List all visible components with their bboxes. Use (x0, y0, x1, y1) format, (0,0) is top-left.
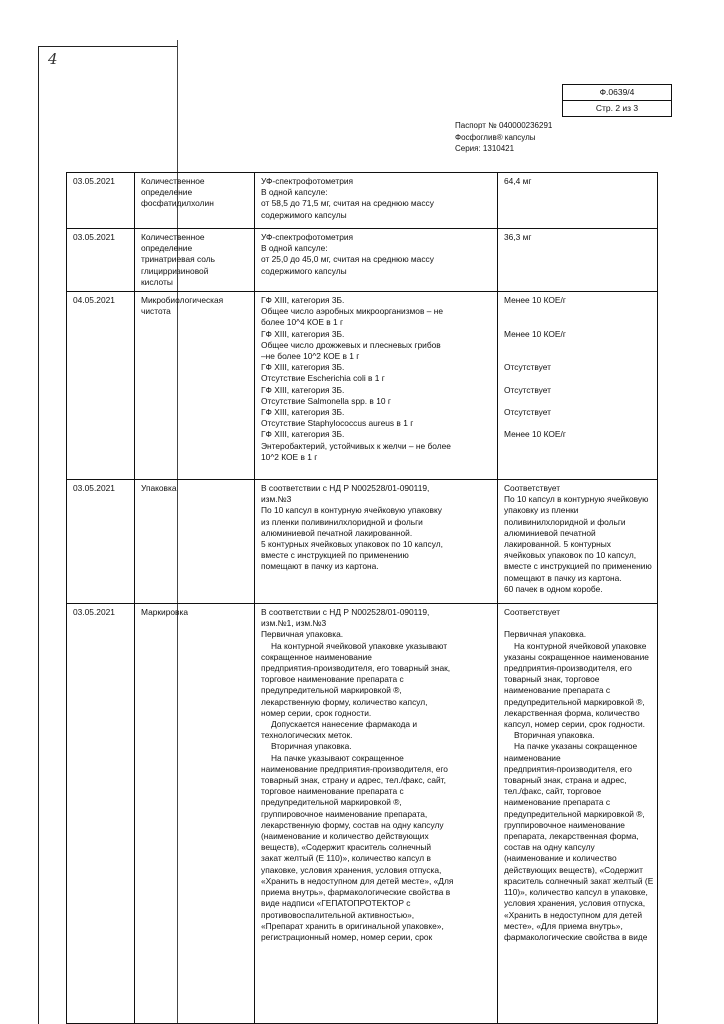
result-line: месте», «Для приема внутрь», (504, 920, 623, 931)
method-line: номер серии, срок годности. (261, 707, 372, 718)
result-line: указаны сокращенное наименование (504, 651, 649, 662)
result-line: поливинилхлоридной и фольги (504, 516, 626, 527)
result-line: товарный знак, страна и адрес, (504, 775, 627, 786)
method-cell (255, 229, 498, 292)
method-line: торговое наименование препарата с (261, 674, 404, 685)
result-line: Менее 10 КОЕ/г (504, 429, 566, 440)
result-line (504, 351, 652, 362)
method-line: веществ), «Содержит краситель солнечный (261, 842, 432, 853)
method-line: более 10^4 КОЕ в 1 г (261, 317, 344, 328)
method-cell (255, 604, 498, 1024)
result-line: вместе с инструкцией по применению (504, 561, 652, 572)
indicator-line: кислоты (141, 276, 173, 287)
method-line: противовоспалительной активностью», (261, 909, 415, 920)
date-line: 03.05.2021 (73, 483, 115, 494)
scan-line-left (38, 46, 39, 1024)
method-line: изм.№3 (261, 494, 292, 505)
method-line: алюминиевой печатной лакированной. (261, 527, 413, 538)
method-line: Первичная упаковка. (261, 629, 344, 640)
indicator-line: Упаковка (141, 483, 177, 494)
result-line: Менее 10 КОЕ/г (504, 328, 566, 339)
result-cell (498, 173, 658, 229)
indicator-line: Маркировка (141, 607, 188, 618)
method-line: ГФ XIII, категория 3Б. (261, 384, 345, 395)
method-line: торговое наименование препарата с (261, 786, 404, 797)
date-cell (67, 604, 135, 1024)
method-line: ГФ XIII, категория 3Б. (261, 362, 345, 373)
result-line: Соответствует (504, 483, 561, 494)
result-line: На пачке указаны сокращенное (514, 741, 638, 752)
result-line: лекарственная форма, количество (504, 707, 640, 718)
method-cell (255, 480, 498, 604)
result-line: препарата, лекарственная форма, (504, 831, 639, 842)
method-line: Общее число дрожжевых и плесневых грибов (261, 339, 441, 350)
result-line: предупредительной маркировкой ®, (504, 696, 645, 707)
indicator-line: Количественное (141, 232, 205, 242)
method-line: Отсутствие Escherichia coli в 1 г (261, 373, 385, 384)
result-line: (наименование и количество (504, 853, 617, 864)
method-line: УФ-спектрофотометрия (261, 176, 354, 186)
table-row (67, 480, 658, 604)
method-line: 10^2 КОЕ в 1 г (261, 451, 318, 462)
result-line: лакированной. 5 контурных (504, 539, 611, 550)
indicator-cell (135, 229, 255, 292)
result-line: предприятия-производителя, его (504, 663, 632, 674)
method-line: Допускается нанесение фармакода и (271, 719, 418, 730)
method-line: товарный знак, страну и адрес, тел./факс, сайт, (261, 775, 446, 786)
result-line: 110)», количество капсул в упаковке, (504, 887, 648, 898)
method-line: регистрационный номер, номер серии, срок (261, 931, 433, 942)
result-line: Вторичная упаковка. (514, 730, 595, 741)
method-line: сокращенное наименование (261, 651, 372, 662)
result-line (504, 306, 652, 317)
date-cell (67, 480, 135, 604)
method-line: закат желтый (Е 110)», количество капсул в (261, 853, 431, 864)
method-line: В соответствии с НД Р N002528/01-090119, (261, 607, 430, 618)
method-line: предупредительной маркировкой ®, (261, 797, 402, 808)
result-line: Отсутствует (504, 407, 551, 418)
indicator-line: определение (141, 187, 193, 198)
method-line: Энтеробактерий, устойчивых к желчи – не более (261, 440, 451, 451)
indicator-line: Микробиологическая (141, 295, 224, 306)
result-line: ячейковых упаковок по 10 капсул, (504, 550, 637, 561)
indicator-line: тринатриевая соль (141, 254, 215, 265)
indicator-line: определение (141, 243, 193, 254)
result-line: предприятия-производителя, его (504, 763, 632, 774)
method-line: технологических меток. (261, 730, 353, 741)
method-cell (255, 173, 498, 229)
indicator-cell (135, 480, 255, 604)
method-line: виде надписи «ГЕПАТОПРОТЕКТОР с (261, 898, 411, 909)
result-line: наименование препарата с (504, 685, 611, 696)
method-line: из пленки поливинилхлоридной и фольги (261, 516, 423, 527)
result-line: группировочное наименование (504, 819, 625, 830)
indicator-cell (135, 604, 255, 1024)
result-line: 64,4 мг (504, 176, 532, 186)
date-cell (67, 229, 135, 292)
result-line: По 10 капсул в контурную ячейковую (504, 494, 649, 505)
table-row (67, 173, 658, 229)
result-line: состав на одну капсулу (504, 842, 595, 853)
indicator-line: глицирризиновой (141, 265, 209, 276)
page-info: Стр. 2 из 3 (563, 100, 671, 116)
result-line (504, 373, 652, 384)
method-line: (наименование и количество действующих (261, 831, 429, 842)
scan-line-top (38, 46, 178, 47)
method-line: На пачке указывают сокращенное (271, 752, 404, 763)
method-line: ГФ XIII, категория 3Б. (261, 328, 345, 339)
method-line: лекарственную форму, количество капсул, (261, 696, 428, 707)
method-line: лекарственную форму, состав на одну капсулу (261, 819, 444, 830)
result-line: «Хранить в недоступном для детей (504, 909, 642, 920)
method-line: группировочное наименование препарата, (261, 808, 428, 819)
date-line: 04.05.2021 (73, 295, 115, 306)
result-line: капсул, номер серии, срок годности. (504, 719, 646, 730)
series-number: Серия: 1310421 (455, 144, 515, 153)
method-line: наименование предприятия-производителя, его (261, 763, 448, 774)
method-line: По 10 капсул в контурную ячейковую упаковку (261, 505, 442, 516)
method-line: от 25,0 до 45,0 мг, считая на среднюю массу (261, 254, 434, 265)
result-cell (498, 229, 658, 292)
indicator-line: Количественное (141, 176, 205, 186)
form-code-box (562, 84, 672, 117)
result-cell (498, 292, 658, 480)
method-line: В соответствии с НД Р N002528/01-090119, (261, 483, 430, 494)
result-line: На контурной ячейковой упаковке (514, 640, 647, 651)
table-row (67, 604, 658, 1024)
method-line: приема внутрь», фармакологические свойства в (261, 887, 451, 898)
method-line: На контурной ячейковой упаковке указывают (271, 640, 448, 651)
result-line: Первичная упаковка. (504, 629, 587, 640)
method-line: предприятия-производителя, его товарный знак, (261, 663, 451, 674)
method-line: Отсутствие Staphylococcus aureus в 1 г (261, 418, 414, 429)
table-row (67, 292, 658, 480)
result-line (504, 418, 652, 429)
product-name: Фосфоглив® капсулы (455, 132, 536, 142)
method-line: содержимого капсулы (261, 265, 347, 276)
indicator-line: фосфатидилхолин (141, 198, 214, 209)
date-line: 03.05.2021 (73, 232, 115, 242)
result-line: наименование (504, 752, 561, 763)
method-line: –не более 10^2 КОЕ в 1 г (261, 351, 360, 362)
indicator-line: чистота (141, 306, 171, 317)
result-line: Отсутствует (504, 362, 551, 373)
result-line: фармакологические свойства в виде (504, 931, 648, 942)
test-results-table (66, 172, 658, 1024)
passport-block (455, 120, 552, 155)
method-cell (255, 292, 498, 480)
method-line: помещают в пачку из картона. (261, 561, 379, 572)
method-line: вместе с инструкцией по применению (261, 550, 409, 561)
method-line: содержимого капсулы (261, 209, 347, 220)
result-line: Соответствует (504, 607, 561, 618)
result-line (504, 317, 652, 328)
result-line: условия хранения, условия отпуска, (504, 898, 646, 909)
date-cell (67, 292, 135, 480)
result-line: наименование препарата с (504, 797, 611, 808)
result-line: товарный знак, торговое (504, 674, 600, 685)
result-line: алюминиевой печатной (504, 527, 596, 538)
result-line: действующих веществ), «Содержит (504, 864, 643, 875)
result-line: предупредительной маркировкой ®, (504, 808, 645, 819)
method-line: «Препарат хранить в оригинальной упаковке», (261, 920, 444, 931)
method-line: от 58,5 до 71,5 мг, считая на среднюю массу (261, 198, 434, 209)
result-line (504, 618, 652, 629)
indicator-cell (135, 292, 255, 480)
result-line: Менее 10 КОЕ/г (504, 295, 566, 306)
result-line: краситель солнечный закат желтый (Е (504, 875, 654, 886)
result-line: 36,3 мг (504, 232, 532, 242)
method-line: ГФ XIII, категория 3Б. (261, 429, 345, 440)
method-line: УФ-спектрофотометрия (261, 232, 354, 242)
method-line: ГФ XIII, категория 3Б. (261, 295, 345, 306)
result-line (504, 396, 652, 407)
method-line: Отсутствие Salmonella spp. в 10 г (261, 395, 391, 406)
indicator-cell (135, 173, 255, 229)
method-line: Общее число аэробных микроорганизмов – не (261, 306, 444, 317)
result-line: упаковку из пленки (504, 505, 579, 516)
date-line: 03.05.2021 (73, 176, 115, 186)
form-code: Ф.0639/4 (599, 87, 635, 97)
result-line: 60 пачек в одном коробе. (504, 583, 603, 594)
date-cell (67, 173, 135, 229)
table-row (67, 229, 658, 292)
method-line: В одной капсуле: (261, 187, 328, 198)
result-cell (498, 604, 658, 1024)
method-line: ГФ XIII, категория 3Б. (261, 407, 345, 418)
result-line: Отсутствует (504, 384, 551, 395)
method-line: упаковке, условия хранения, условия отпуска, (261, 864, 442, 875)
result-line: помещают в пачку из картона. (504, 572, 622, 583)
method-line: изм.№1, изм.№3 (261, 618, 327, 629)
result-line: тел./факс, сайт, торговое (504, 786, 602, 797)
method-line: «Хранить в недоступном для детей месте», «Для (261, 875, 454, 886)
result-cell (498, 480, 658, 604)
method-line: 5 контурных ячейковых упаковок по 10 капсул, (261, 539, 443, 550)
method-line: В одной капсуле: (261, 243, 328, 254)
result-line (504, 340, 652, 351)
passport-number: Паспорт № 040000236291 (455, 121, 553, 130)
method-line: Вторичная упаковка. (271, 741, 352, 752)
handwritten-page-mark: 4 (48, 50, 58, 68)
date-line: 03.05.2021 (73, 607, 115, 618)
method-line: предупредительной маркировкой ®, (261, 685, 402, 696)
